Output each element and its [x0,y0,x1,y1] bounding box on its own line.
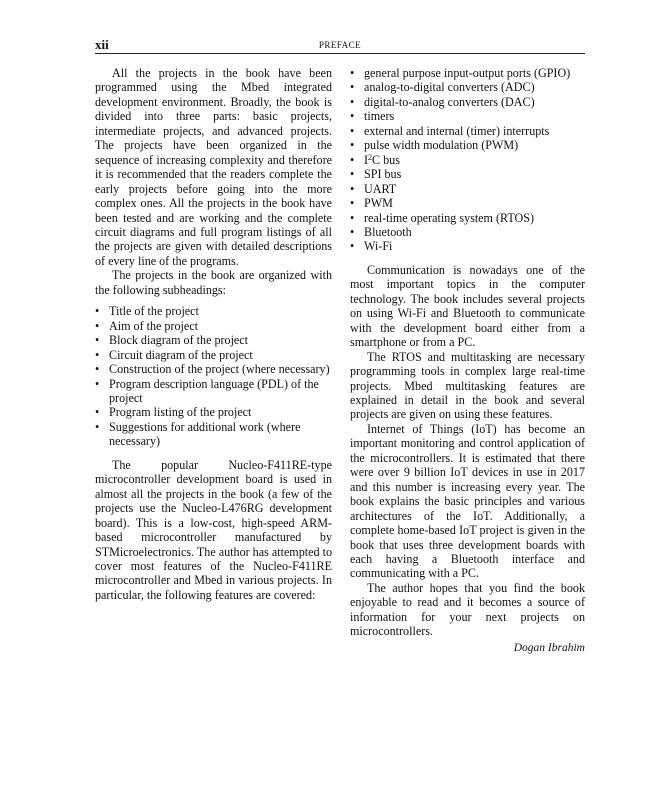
list-item: • analog-to-digital converters (ADC) [350,80,585,94]
list-item: • timers [350,109,585,123]
features-list [350,66,585,254]
closing-paragraph: The author hopes that you find the book enjoyable to read and it becomes a source of information for your next projects on microcontrollers. [350,580,585,639]
list-item: • Circuit diagram of the project [95,348,332,362]
list-item: • real-time operating system (RTOS) [350,211,585,225]
list-item: • general purpose input-output ports (GPIO) [350,66,585,80]
list-item: • PWM [350,196,585,210]
communication-paragraph: Communication is nowadays one of the most important topics in the computer technology. The book includes several projects on using Wi-Fi and Bluetooth to communicate with the development board either from a smartphone or from a PC. [350,262,585,350]
list-item: • Program description language (PDL) of the project [95,377,332,406]
left-column [95,66,332,602]
author-signature: Dogan Ibrahim [513,641,585,654]
list-item: • Wi-Fi [350,239,585,253]
i2c-superscript: 2 [368,152,373,162]
right-column [350,66,585,655]
board-paragraph: The popular Nucleo-F411RE-type microcontroller development board is used in almost all the projects in the book (a few of the projects use the Nucleo-L476RG development board). This is a low-cost, high-speed ARM-based microcontroller manufactured by STMicroelectronics. The author has attempted to cover most features of the Nucleo-F411RE microcontroller and Mbed in various projects. In particular, the following features are covered: [95,457,332,602]
list-item-i2c [350,153,585,167]
i2c-rest: C bus [372,152,400,167]
list-item: • Title of the project [95,304,332,318]
list-item: • Block diagram of the project [95,333,332,347]
running-title: PREFACE [318,40,362,50]
iot-paragraph: Internet of Things (IoT) has become an important monitoring and control application of the microcontrollers. It is estimated that there were over 9 billion IoT devices in use in 2017 and this number is increasing every year. The book explains the basic principles and various architectures of the IoT. Additionally, a complete home-based IoT project is given in the book that uses three development boards with each having a Bluetooth interface and communicating with a PC. [350,421,585,581]
list-item: • Construction of the project (where necessary) [95,362,332,376]
list-item: • Suggestions for additional work (where necessary) [95,420,332,449]
i2c-letter: I [364,152,369,167]
subheadings-list [95,304,332,449]
list-item: • Program listing of the project [95,405,332,419]
list-item: • UART [350,182,585,196]
page-number: xii [95,37,109,52]
list-item: • pulse width modulation (PWM) [350,138,585,152]
list-item: • SPI bus [350,167,585,181]
list-item: • external and internal (timer) interrupts [350,124,585,138]
book-page [95,37,585,654]
list-item: • Aim of the project [95,319,332,333]
rtos-paragraph: The RTOS and multitasking are necessary programming tools in complex large real-time projects. Mbed multitasking features are explained in detail in the book and several projects are given on using these features. [350,349,585,422]
subheadings-intro-paragraph: The projects in the book are organized with the following subheadings: [95,268,332,297]
intro-paragraph: All the projects in the book have been programmed using the Mbed integrated development environment. Broadly, the book is divided into three parts: basic projects, intermediate projects, and advanced projects. The projects have been organized in the sequence of increasing complexity and therefore it is recommended that the readers complete the early projects before going into the more complex ones. All the projects in the book have been tested and are working and the complete circuit diagrams and full program listings of all the projects are given with detailed descriptions of every line of the programs. [95,66,332,268]
running-header [95,37,585,54]
list-item: • digital-to-analog converters (DAC) [350,95,585,109]
list-item: • Bluetooth [350,225,585,239]
